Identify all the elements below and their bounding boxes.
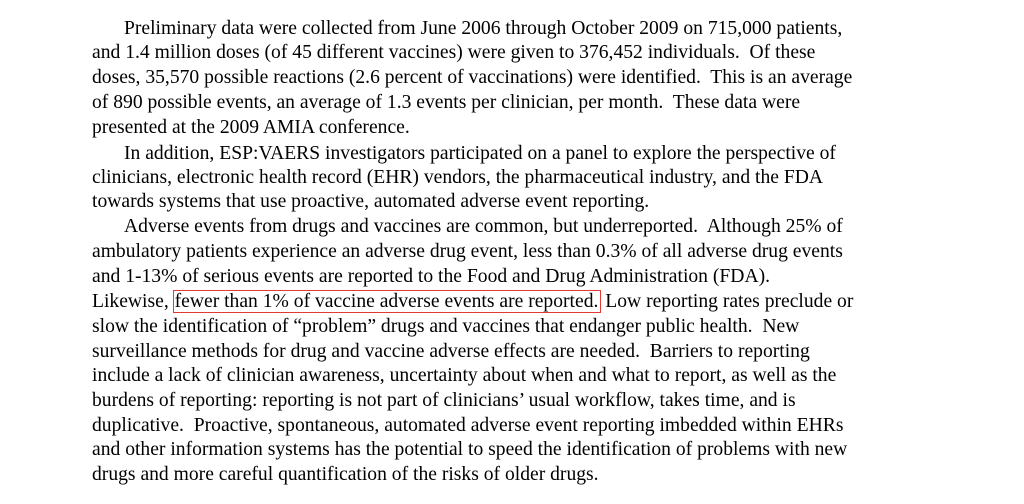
paragraph-3-line-9: duplicative. Proactive, spontaneous, automated adverse event reporting imbedded within EHRs [92, 415, 844, 436]
paragraph-2-line-1: In addition, ESP:VAERS investigators participated on a panel to explore the perspective of [124, 143, 836, 164]
line-prefix: Likewise, [92, 291, 174, 312]
highlighted-sentence: fewer than 1% of vaccine adverse events are reported. [174, 291, 599, 312]
paragraph-2-line-3: towards systems that use proactive, automated adverse event reporting. [92, 191, 650, 212]
paragraph-3-line-8: burdens of reporting: reporting is not part of clinicians’ usual workflow, takes time, and is [92, 390, 796, 411]
paragraph-3-line-1: Adverse events from drugs and vaccines are common, but underreported. Although 25% of [124, 216, 843, 237]
paragraph-3-line-7: include a lack of clinician awareness, uncertainty about when and what to report, as well as the [92, 365, 837, 386]
paragraph-3-line-5: slow the identification of “problem” drugs and vaccines that endanger public health. New [92, 316, 800, 337]
paragraph-1-line-4: of 890 possible events, an average of 1.3 events per clinician, per month. These data were [92, 92, 801, 113]
paragraph-3-line-6: surveillance methods for drug and vaccine adverse effects are needed. Barriers to reporting [92, 341, 810, 362]
paragraph-3-line-2: ambulatory patients experience an adverse drug event, less than 0.3% of all adverse drug events [92, 241, 843, 262]
paragraph-3-line-10: and other information systems has the potential to speed the identification of problems with new [92, 439, 848, 460]
paragraph-1-line-5: presented at the 2009 AMIA conference. [92, 117, 410, 138]
paragraph-2-line-2: clinicians, electronic health record (EHR) vendors, the pharmaceutical industry, and the FDA [92, 167, 824, 188]
line-suffix: Low reporting rates preclude or [600, 291, 854, 312]
paragraph-1-line-2: and 1.4 million doses (of 45 different vaccines) were given to 376,452 individuals. Of these [92, 42, 816, 63]
paragraph-3-line-3: and 1-13% of serious events are reported to the Food and Drug Administration (FDA). [92, 266, 771, 287]
paragraph-3-line-11: drugs and more careful quantification of the risks of older drugs. [92, 464, 599, 485]
paragraph-1-line-1: Preliminary data were collected from June 2006 through October 2009 on 715,000 patients, [124, 18, 843, 39]
paragraph-3-line-4 [92, 290, 853, 314]
paragraph-1-line-3: doses, 35,570 possible reactions (2.6 percent of vaccinations) were identified. This is an average [92, 67, 853, 88]
